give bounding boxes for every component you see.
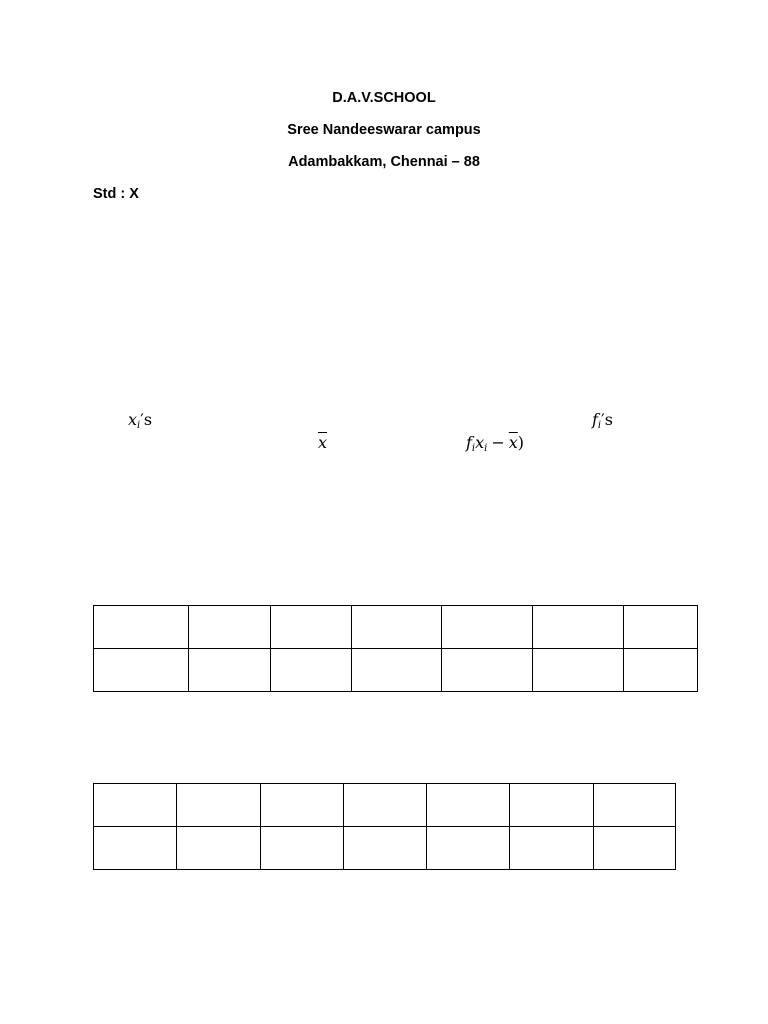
school-address: Adambakkam, Chennai – 88 xyxy=(288,154,480,170)
table-cell xyxy=(94,606,189,649)
table-cell xyxy=(189,649,271,692)
table-cell xyxy=(94,784,177,827)
campus-name: Sree Nandeeswarar campus xyxy=(287,122,481,138)
table-cell xyxy=(427,827,510,870)
expr-x-sub: i xyxy=(484,443,488,454)
table-cell xyxy=(177,827,261,870)
xi-suffix: ′s xyxy=(140,410,153,429)
x-bar-label xyxy=(318,433,327,453)
table-row xyxy=(94,649,698,692)
table-cell xyxy=(344,784,427,827)
fi-sub: i xyxy=(597,420,602,431)
table-row xyxy=(94,784,676,827)
table-cell xyxy=(352,606,442,649)
table-cell xyxy=(442,606,533,649)
table-cell xyxy=(594,784,676,827)
table-cell xyxy=(261,784,344,827)
xi-sub: i xyxy=(137,420,141,431)
table-cell xyxy=(352,649,442,692)
table-cell xyxy=(94,827,177,870)
xi-s-label xyxy=(128,410,152,436)
expr-x: x xyxy=(475,433,485,452)
expr-close-paren: ) xyxy=(517,433,525,452)
data-table-2 xyxy=(93,783,676,870)
table-cell xyxy=(510,827,594,870)
table-cell xyxy=(271,606,352,649)
table-cell xyxy=(261,827,344,870)
table-cell xyxy=(271,649,352,692)
table-cell xyxy=(189,606,271,649)
table-cell xyxy=(624,649,698,692)
fi-s-label xyxy=(592,410,613,436)
fi-suffix: ′s xyxy=(601,410,613,429)
expr-f: f xyxy=(466,433,472,452)
table-cell xyxy=(594,827,676,870)
expr-xbar: $\overline{x}$ xyxy=(508,433,518,452)
table-cell xyxy=(442,649,533,692)
table-row xyxy=(94,827,676,870)
school-name: D.A.V.SCHOOL xyxy=(332,90,436,106)
expr-minus: − xyxy=(491,433,505,452)
table-cell xyxy=(344,827,427,870)
fi-base: f xyxy=(592,410,598,429)
table-cell xyxy=(94,649,189,692)
fi-xi-minus-xbar-label xyxy=(466,433,524,459)
table-cell xyxy=(427,784,510,827)
table-cell xyxy=(510,784,594,827)
x-bar-symbol: $\overline{x}$ xyxy=(318,433,328,452)
data-table-1 xyxy=(93,605,698,692)
expr-f-sub: i xyxy=(471,443,476,454)
table-cell xyxy=(624,606,698,649)
xi-base: x xyxy=(128,410,138,429)
standard-label: Std : X xyxy=(93,186,139,202)
table-cell xyxy=(533,606,624,649)
table-row xyxy=(94,606,698,649)
table-cell xyxy=(177,784,261,827)
table-cell xyxy=(533,649,624,692)
